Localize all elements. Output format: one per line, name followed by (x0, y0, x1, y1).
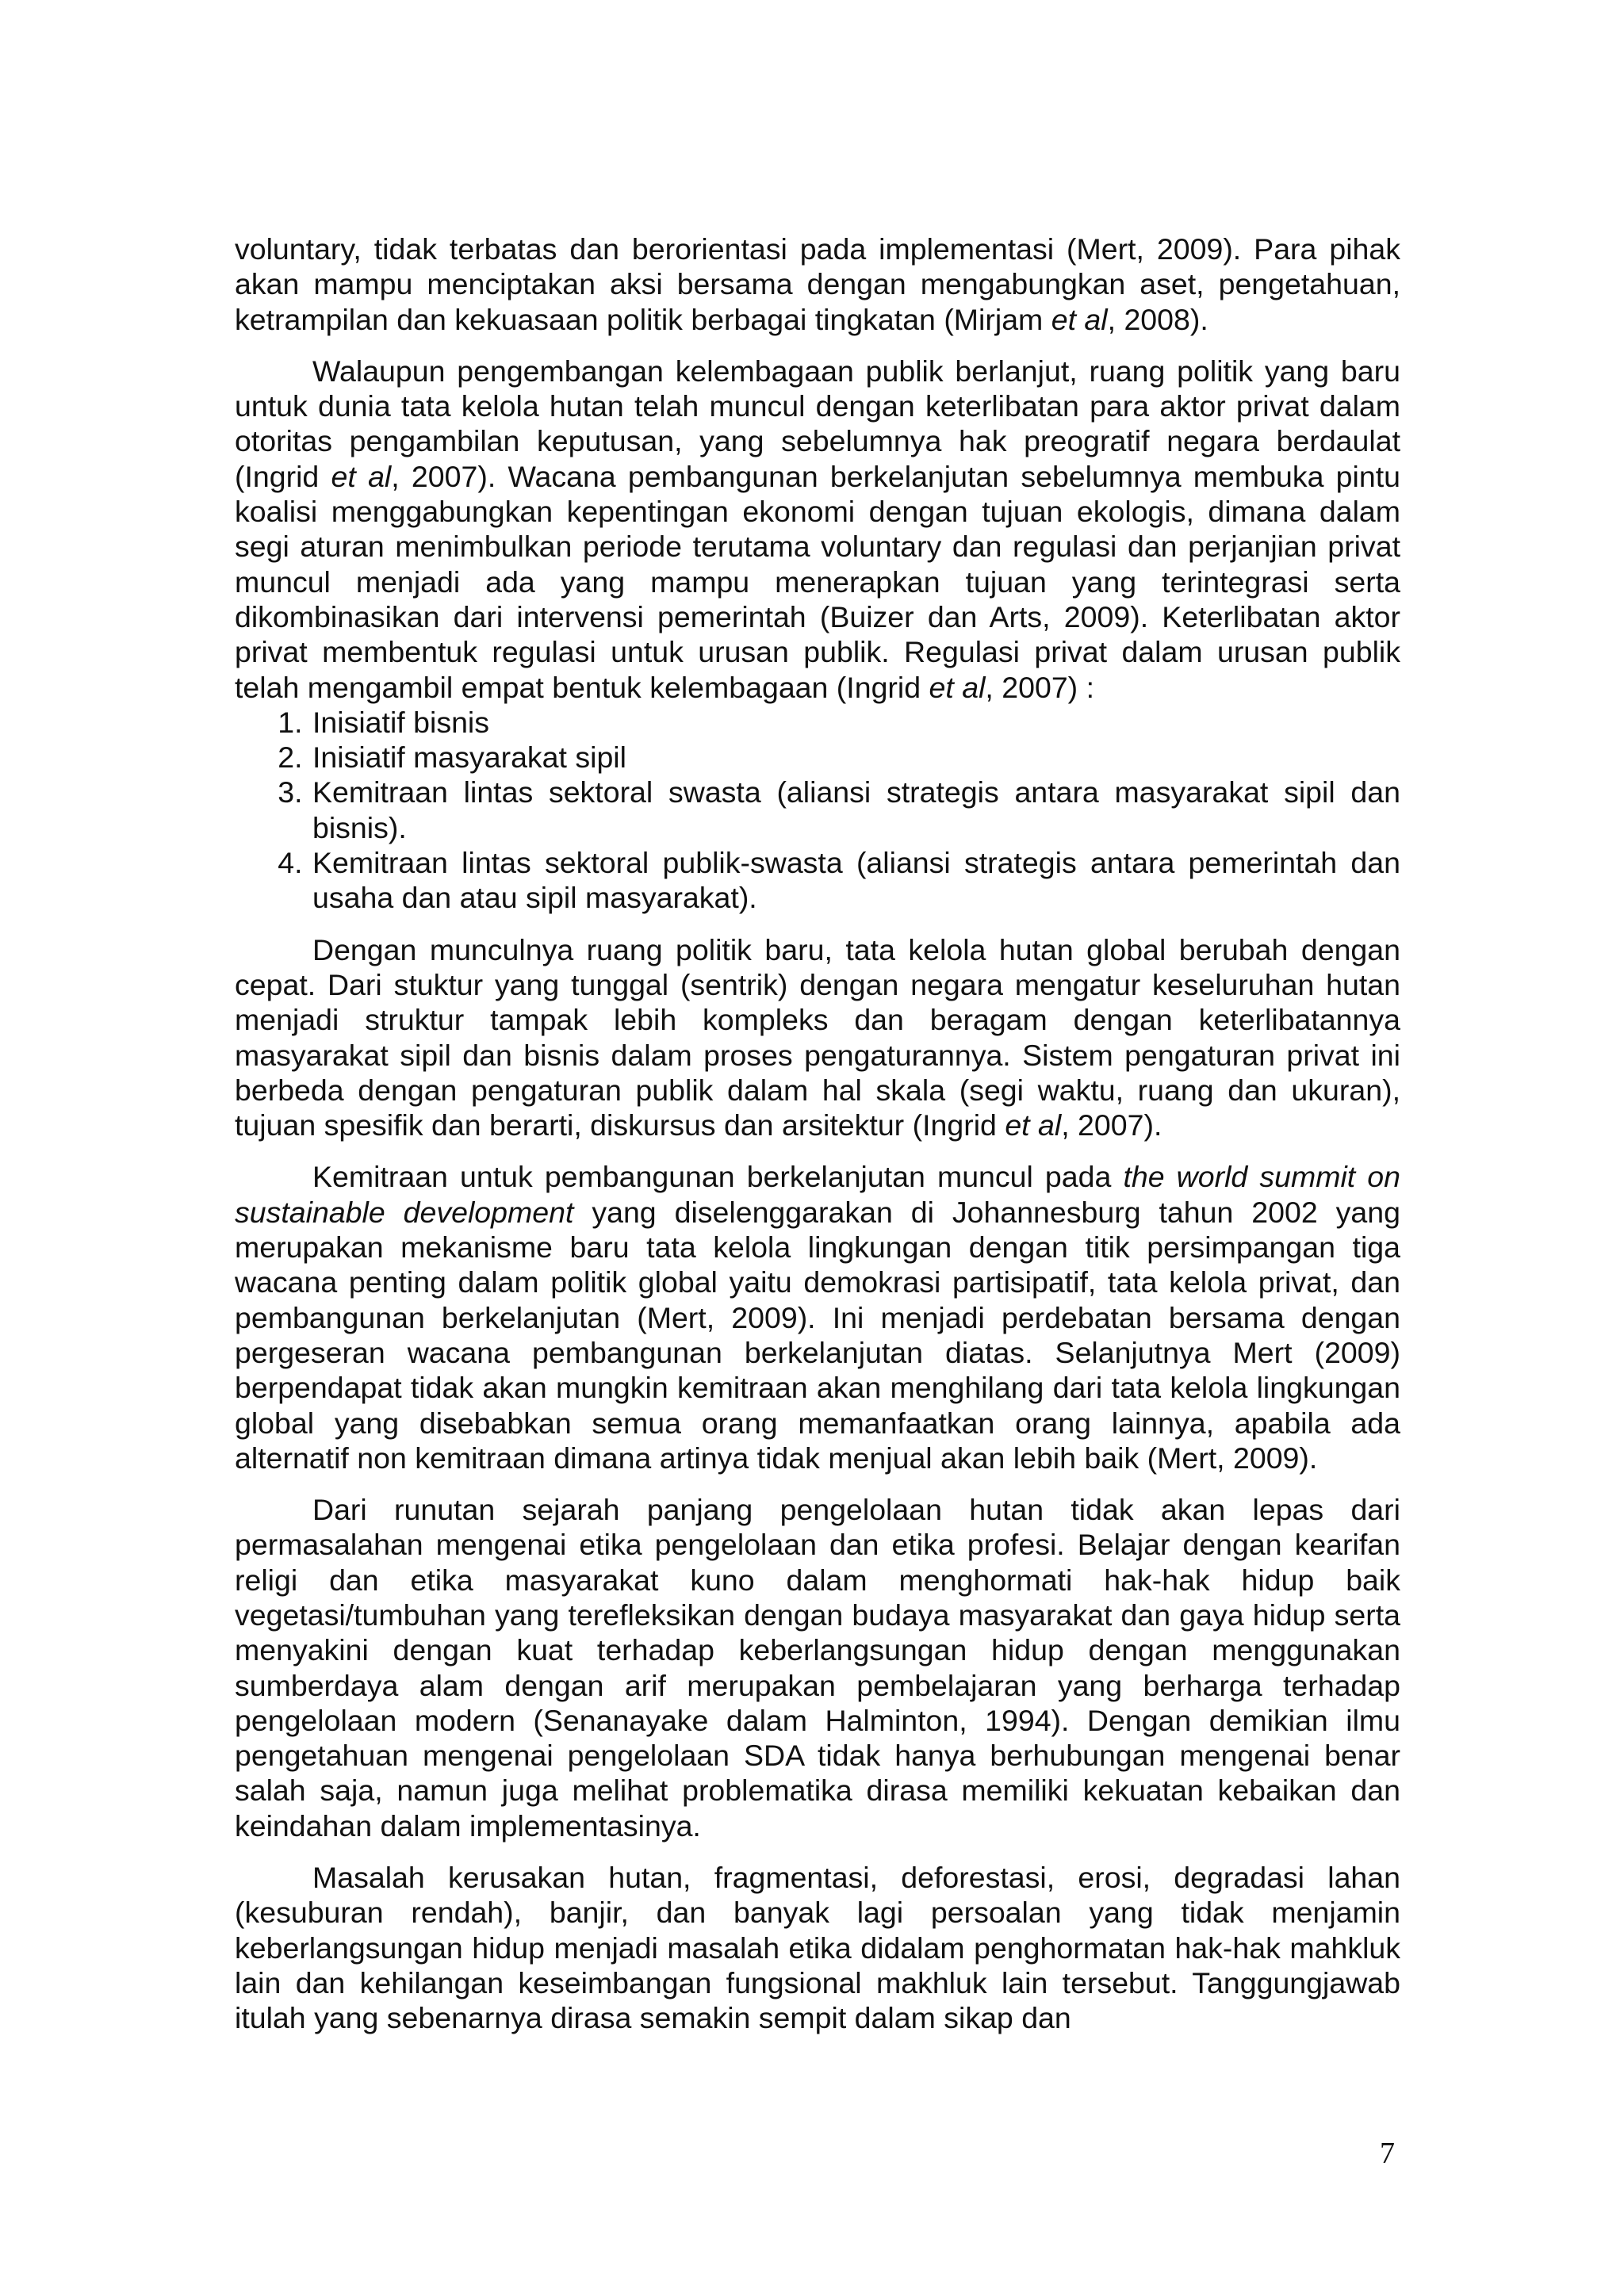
paragraph-4-text-b: yang diselenggarakan di Johannesburg tahun 2002 yang merupakan mekanisme baru tata kelola lingkungan dengan titik persimpangan tiga wacana penting dalam politik global yaitu demokrasi partisipatif, tata kelola privat, dan pembangunan berkelanjutan (Mert, 2009). Ini menjadi perdebatan bersama dengan pergeseran wacana pembangunan berkelanjutan diatas. Selanjutnya Mert (2009) berpendapat tidak akan mungkin kemitraan akan menghilang dari tata kelola lingkungan global yang disebabkan semua orang memanfaatkan orang lainnya, apabila ada alternatif non kemitraan dimana artinya tidak menjual akan lebih baik (Mert, 2009). (235, 1195, 1400, 1475)
paragraph-1-italic-1: et al (1051, 302, 1108, 336)
paragraph-2-text-a: Walaupun pengembangan kelembagaan publik berlanjut, ruang politik yang baru untuk dunia tata kelola hutan telah muncul dengan keterlibatan para aktor privat dalam otoritas pengambilan keputusan, yang sebelumnya hak preogratif negara berdaulat (Ingrid (235, 354, 1400, 493)
paragraph-4 (235, 1159, 1400, 1475)
paragraph-2-text-c: , 2007) : (985, 670, 1095, 704)
list-item: 3. Kemitraan lintas sektoral swasta (aliansi strategis antara masyarakat sipil dan bisnis). (311, 775, 1400, 845)
list-item: 2. Inisiatif masyarakat sipil (311, 740, 1400, 775)
paragraph-3-text-b: , 2007). (1061, 1108, 1162, 1142)
list-item: 4. Kemitraan lintas sektoral publik-swasta (aliansi strategis antara pemerintah dan usaha dan atau sipil masyarakat). (311, 845, 1400, 916)
institutional-forms-list (235, 705, 1400, 916)
paragraph-3-text-a: Dengan munculnya ruang politik baru, tata kelola hutan global berubah dengan cepat. Dari stuktur yang tunggal (sentrik) dengan negara mengatur keseluruhan hutan menjadi struktur tampak lebih kompleks dan beragam dengan keterlibatannya masyarakat sipil dan bisnis dalam proses pengaturannya. Sistem pengaturan privat ini berbeda dengan pengaturan publik dalam hal skala (segi waktu, ruang dan ukuran), tujuan spesifik dan berarti, diskursus dan arsitektur (Ingrid (235, 932, 1400, 1142)
paragraph-2-text-b: , 2007). Wacana pembangunan berkelanjutan sebelumnya membuka pintu koalisi menggabungkan kepentingan ekonomi dengan tujuan ekologis, dimana dalam segi aturan menimbulkan periode terutama voluntary dan regulasi dan perjanjian privat muncul menjadi ada yang mampu menerapkan tujuan yang terintegrasi serta dikombinasikan dari intervensi pemerintah (Buizer dan Arts, 2009). Keterlibatan aktor privat membentuk regulasi untuk urusan publik. Regulasi privat dalam urusan publik telah mengambil empat bentuk kelembagaan (Ingrid (235, 459, 1400, 704)
paragraph-1 (235, 232, 1400, 337)
paragraph-3-italic-1: et al (1005, 1108, 1062, 1142)
page-body (235, 232, 1400, 2053)
paragraph-4-italic-1: the world summit on sustainable development (235, 1160, 1400, 1229)
paragraph-3 (235, 932, 1400, 1143)
paragraph-6 (235, 1860, 1400, 2035)
paragraph-6-text-a: Masalah kerusakan hutan, fragmentasi, deforestasi, erosi, degradasi lahan (kesuburan rendah), banjir, dan banyak lagi persoalan yang tidak menjamin keberlangsungan hidup menjadi masalah etika didalam penghormatan hak-hak mahkluk lain dan kehilangan keseimbangan fungsional makhluk lain tersebut. Tanggungjawab itulah yang sebenarnya dirasa semakin sempit dalam sikap dan (235, 1861, 1400, 2035)
paragraph-5-text-a: Dari runutan sejarah panjang pengelolaan hutan tidak akan lepas dari permasalahan mengenai etika pengelolaan dan etika profesi. Belajar dengan kearifan religi dan etika masyarakat kuno dalam menghormati hak-hak hidup baik vegetasi/tumbuhan yang terefleksikan dengan budaya masyarakat dan gaya hidup serta menyakini dengan kuat terhadap keberlangsungan hidup dengan menggunakan sumberdaya alam dengan arif merupakan pembelajaran yang berharga terhadap pengelolaan modern (Senanayake dalam Halminton, 1994). Dengan demikian ilmu pengetahuan mengenai pengelolaan SDA tidak hanya berhubungan mengenai benar salah saja, namun juga melihat problematika dirasa memiliki kekuatan kebaikan dan keindahan dalam implementasinya. (235, 1493, 1400, 1843)
paragraph-2-italic-1: et al (331, 459, 392, 493)
page-number: 7 (1380, 2137, 1395, 2170)
list-item: 1. Inisiatif bisnis (311, 705, 1400, 740)
paragraph-1-text-a: voluntary, tidak terbatas dan berorientasi pada implementasi (Mert, 2009). Para pihak akan mampu menciptakan aksi bersama dengan mengabungkan aset, pengetahuan, ketrampilan dan kekuasaan politik berbagai tingkatan (Mirjam (235, 232, 1400, 336)
paragraph-4-text-a: Kemitraan untuk pembangunan berkelanjutan muncul pada (312, 1160, 1124, 1194)
paragraph-5 (235, 1492, 1400, 1843)
paragraph-2 (235, 354, 1400, 705)
paragraph-2-italic-2: et al (929, 670, 986, 704)
paragraph-1-text-b: , 2008). (1107, 302, 1208, 336)
